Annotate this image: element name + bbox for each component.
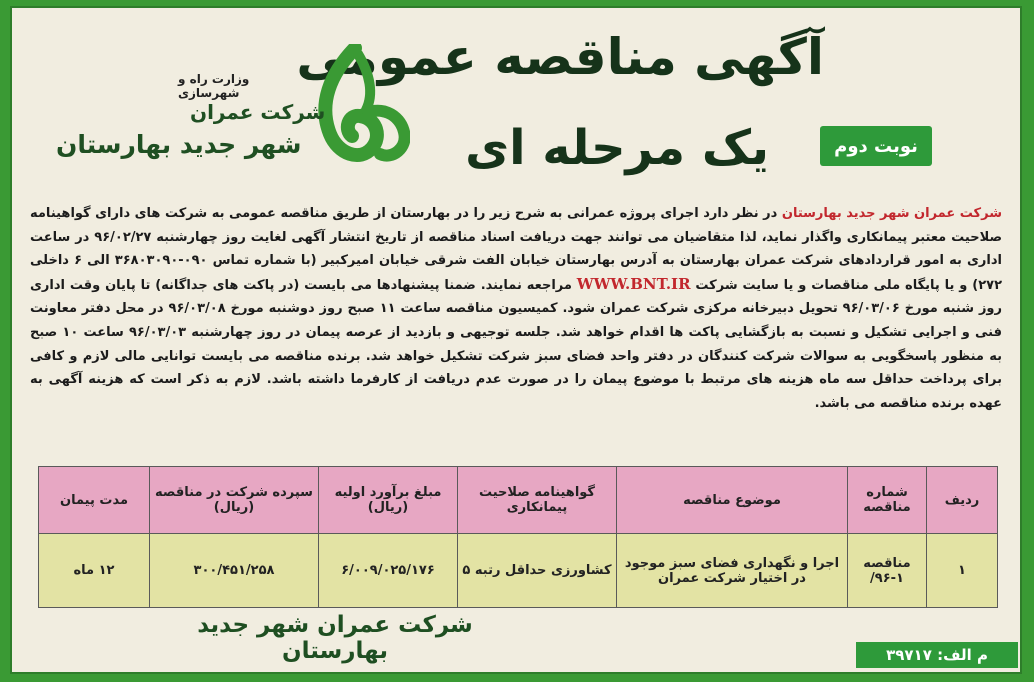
header-tender-no: شماره مناقصه [848, 467, 927, 534]
body-text-2: مراجعه نمایند. ضمنا پیشنهادها می بایست (در پاکت های جداگانه) تا پایان وقت اداری روز شنبه مورخ ۹۶/۰۳/۰۶ تحویل دبیرخانه مرکزی شرکت عمران شود. کمیسیون مناقصه ساعت ۱۱ صبح روز دوشنبه مورخ ۹۶/۰۳/۰۸ در محل دفتر معاونت فنی و اجرایی تشکیل و نسبت به بازگشایی پاکت ها اقدام خواهد شد. جلسه توجیهی و بازدید از عرصه پیمان در روز چهارشنبه ۹۶/۰۳/۰۳ ساعت ۱۰ صبح به منظور پاسخگویی به سوالات شرکت کنندگان در دفتر واحد فضای سبز شرکت تشکیل خواهد شد. برنده مناقصه می بایست توانایی مالی لازم و کافی برای پرداخت حداقل سه ماه هزینه های مرتبط با موضوع پیمان را در صورت عدم دریافت از کارفرما داشته باشد. لازم به ذکر است که هزینه آگهی به عهده برنده مناقصه می باشد. [30, 277, 1003, 411]
cell-subject: اجرا و نگهداری فضای سبز موجود در اختیار شرکت عمران [617, 534, 848, 608]
round-badge: نوبت دوم [820, 126, 932, 166]
table-header-row [39, 467, 998, 534]
table-row [39, 534, 998, 608]
title-line2: یک مرحله ای [465, 120, 769, 176]
header-duration: مدت پیمان [39, 467, 150, 534]
header-row-no: ردیف [927, 467, 998, 534]
tender-table [38, 466, 998, 608]
header-estimate: مبلغ برآورد اولیه (ریال) [319, 467, 458, 534]
ministry-name: وزارت راه و شهرسازی [178, 72, 250, 100]
cell-deposit: ۳۰۰/۴۵۱/۲۵۸ [150, 534, 319, 608]
cell-row-no: ۱ [927, 534, 998, 608]
notice-body [30, 202, 1002, 415]
cell-tender-no: مناقصه ۱-۹۶/ [848, 534, 927, 608]
header-subject: موضوع مناقصه [617, 467, 848, 534]
ad-number: م الف: ۳۹۷۱۷ [856, 642, 1018, 668]
cell-qualification: کشاورزی حداقل رتبه ۵ [458, 534, 617, 608]
cell-duration: ۱۲ ماه [39, 534, 150, 608]
company-name-line1: شرکت عمران [190, 100, 326, 124]
header-qualification: گواهینامه صلاحیت پیمانکاری [458, 467, 617, 534]
website-link[interactable]: WWW.BNT.IR [576, 274, 691, 293]
header-deposit: سپرده شرکت در مناقصه (ریال) [150, 467, 319, 534]
body-text-1: در نظر دارد اجرای پروژه عمرانی به شرح زیر را در بهارستان از طریق مناقصه عمومی به شرکت های دارای گواهینامه صلاحیت معتبر پیمانکاری واگذار نماید، لذا متقاضیان می توانند جهت دریافت اسناد مناقصه از تاریخ انتشار آگهی لغایت روز چهارشنبه ۹۶/۰۲/۲۷ در ساعت اداری به امور قراردادهای شرکت عمران بهارستان به آدرس بهارستان خیابان الفت شرقی خیابان امیرکبیر (با شماره تماس ۰۹۰-۳۶۸۰۳۰۹۰ الی ۶ داخلی ۲۷۲) و یا پایگاه ملی مناقصات و یا سایت شرکت [30, 206, 1003, 293]
company-name-line2: شهر جدید بهارستان [56, 130, 302, 159]
company-highlight: شرکت عمران شهر جدید بهارستان [781, 206, 1002, 221]
cell-estimate: ۶/۰۰۹/۰۲۵/۱۷۶ [319, 534, 458, 608]
title-line1: آگهی مناقصه عمومی [296, 28, 824, 86]
footer-company: شرکت عمران شهر جدید بهارستان [197, 612, 473, 664]
